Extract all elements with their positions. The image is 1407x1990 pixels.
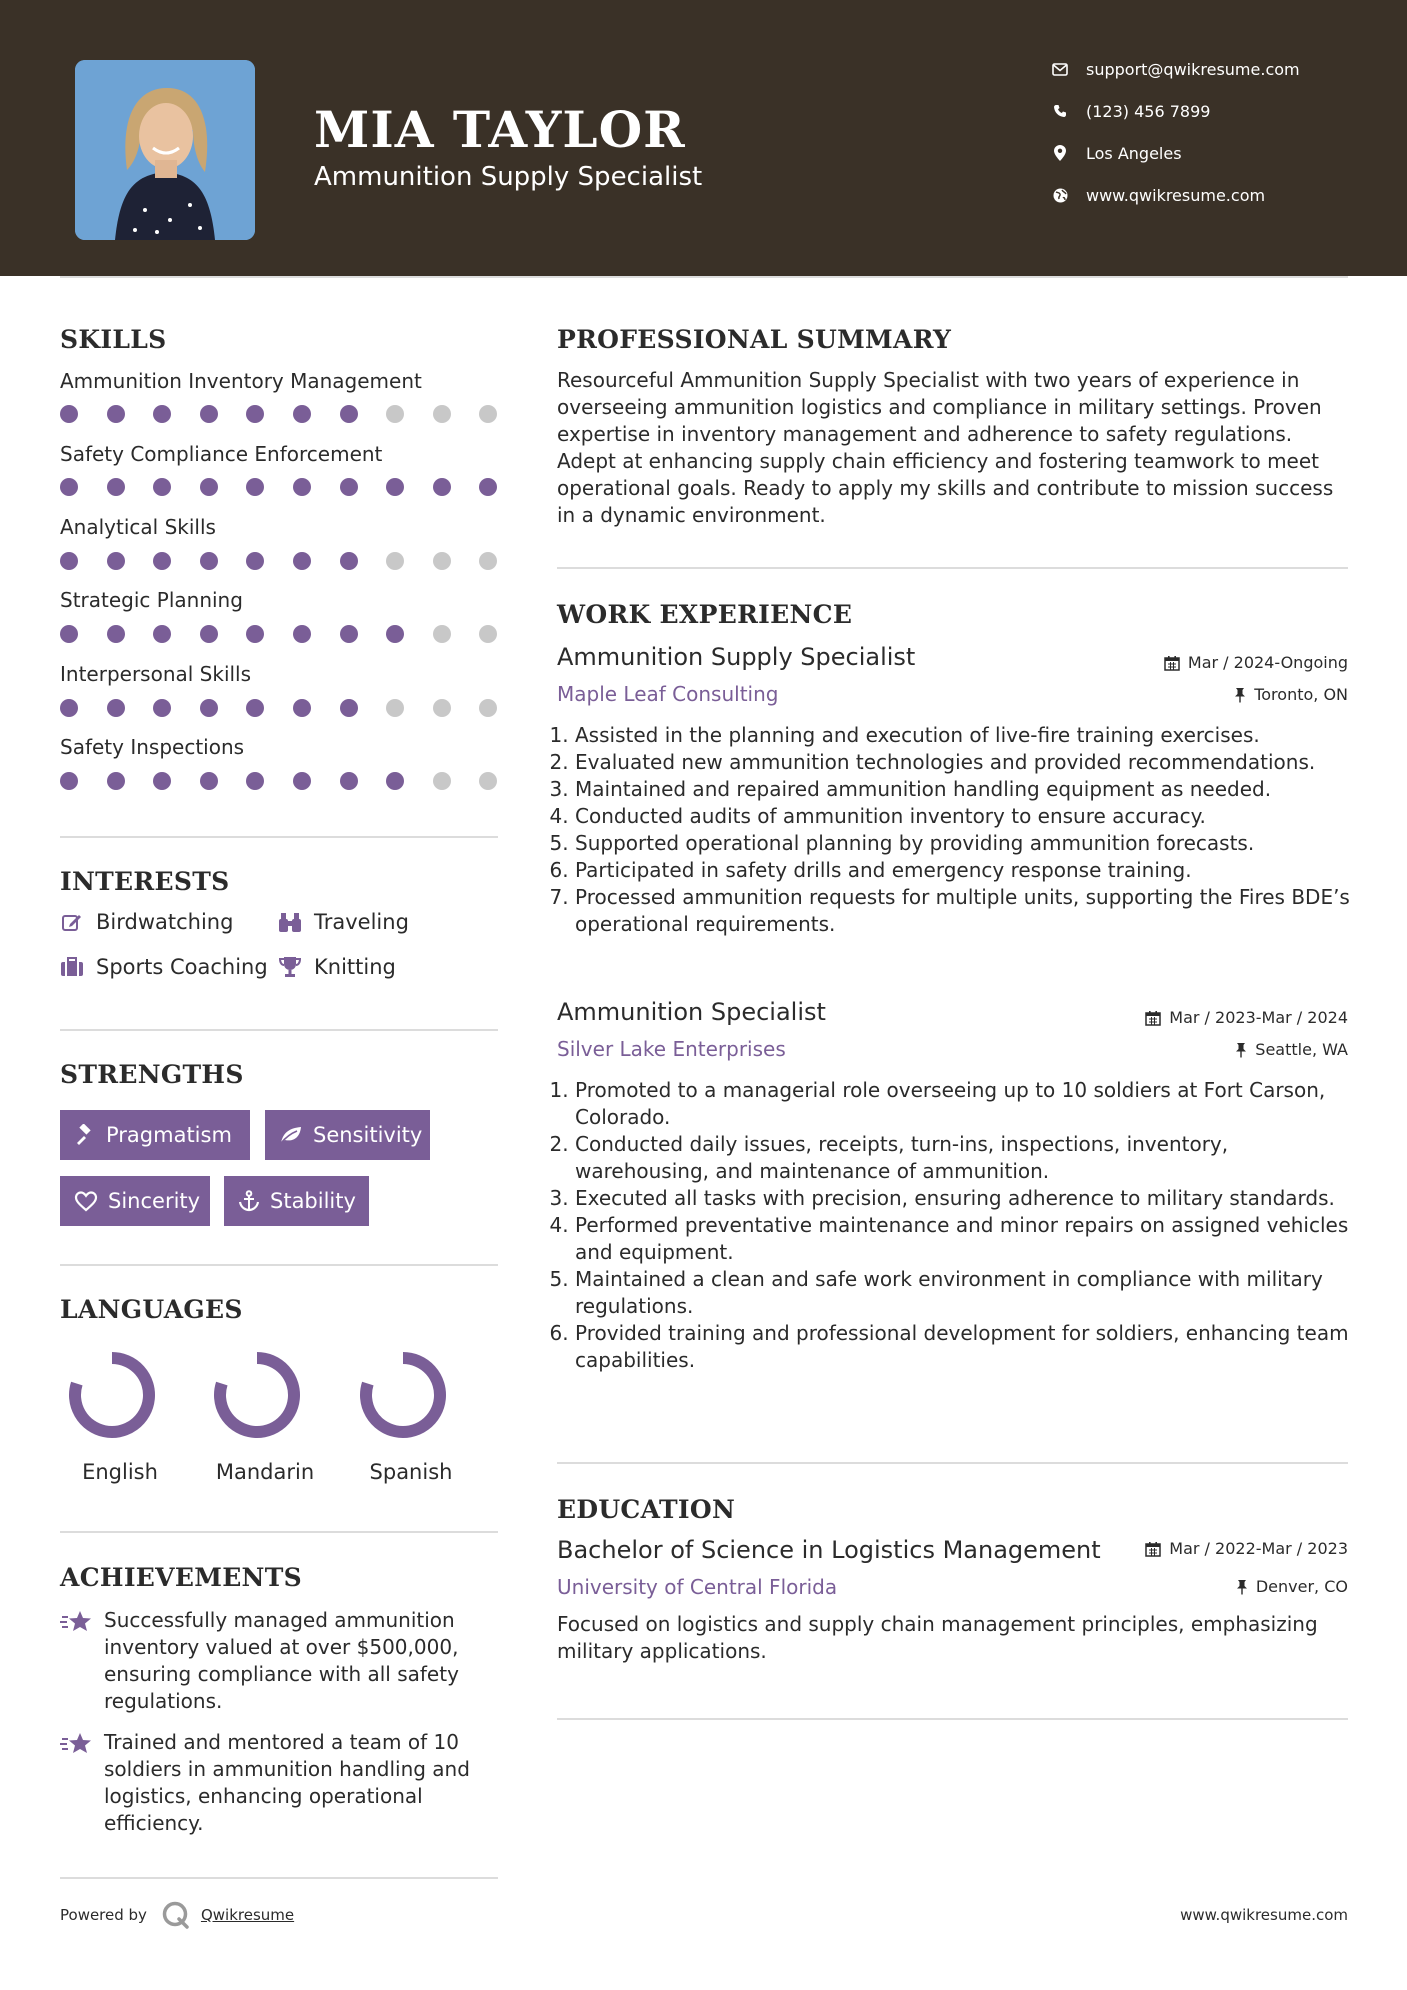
binoculars-icon: [278, 910, 302, 934]
contact-phone[interactable]: [1050, 97, 1210, 125]
job-date-text: Mar / 2023-Mar / 2024: [1169, 1008, 1348, 1027]
language-label: Mandarin: [215, 1460, 315, 1484]
skill-dot-filled: [340, 625, 358, 643]
languages-heading: LANGUAGES: [60, 1295, 243, 1324]
company-name: Silver Lake Enterprises: [557, 1037, 786, 1061]
phone-icon: [1050, 104, 1070, 118]
language-progress-ring: [212, 1350, 302, 1440]
contact-website[interactable]: [1050, 181, 1265, 209]
skill-rating: [60, 405, 500, 423]
interests-heading: INTERESTS: [60, 867, 230, 896]
skill-dot-filled: [107, 478, 125, 496]
skill-dot-filled: [153, 405, 171, 423]
skill-dot-empty: [433, 405, 451, 423]
skill-dot-filled: [246, 625, 264, 643]
job-bullet: 4. Performed preventative maintenance and minor repairs on assigned vehicles and equipment.: [575, 1212, 1365, 1266]
job-date: [1145, 1008, 1348, 1027]
education-heading: EDUCATION: [557, 1495, 736, 1524]
interest-item: [60, 910, 233, 934]
skill-dot-empty: [479, 625, 497, 643]
education-date-text: Mar / 2022-Mar / 2023: [1169, 1539, 1348, 1558]
skill-dot-filled: [107, 625, 125, 643]
job-title: Ammunition Supply Specialist: [557, 643, 916, 671]
contact-location: [1050, 139, 1182, 167]
skill-dot-filled: [340, 699, 358, 717]
strength-tag: [224, 1176, 369, 1226]
skill-name: Strategic Planning: [60, 588, 243, 612]
suitcase-icon: [60, 955, 84, 979]
section-divider: [60, 1877, 498, 1879]
job-bullet: 4. Conducted audits of ammunition inventory to ensure accuracy.: [575, 803, 1365, 830]
calendar-icon: [1164, 655, 1180, 671]
qwikresume-logo-icon: [161, 1900, 191, 1930]
section-divider: [60, 1264, 498, 1266]
skill-dot-filled: [293, 405, 311, 423]
experience-heading: WORK EXPERIENCE: [557, 600, 853, 629]
skill-dot-filled: [246, 552, 264, 570]
skill-dot-empty: [433, 552, 451, 570]
contact-website-text: www.qwikresume.com: [1086, 185, 1266, 205]
skill-name: Interpersonal Skills: [60, 662, 252, 686]
gavel-icon: [74, 1124, 96, 1146]
job-bullet: 1. Promoted to a managerial role overseeing up to 10 soldiers at Fort Carson, Colorado.: [575, 1077, 1365, 1131]
summary-text: Resourceful Ammunition Supply Specialist with two years of experience in overseeing ammunition logistics and compliance in military settings. Proven expertise in inventory management and adherence to safety regulations. Adept at enhancing supply chain efficiency and fostering teamwork to meet operational goals. Ready to apply my skills and contribute to mission success in a dynamic environment.: [557, 368, 1334, 527]
globe-icon: [1050, 188, 1070, 203]
brand-link[interactable]: Qwikresume: [200, 1906, 295, 1924]
skill-rating: [60, 625, 500, 643]
strength-label: Sincerity: [108, 1189, 201, 1213]
skill-rating: [60, 699, 500, 717]
contact-phone-text: (123) 456 7899: [1086, 101, 1211, 121]
achievement-item: [60, 1607, 500, 1715]
skill-dot-filled: [293, 478, 311, 496]
skill-dot-empty: [433, 625, 451, 643]
skill-name: Analytical Skills: [60, 515, 216, 539]
job-bullets: [557, 722, 1365, 938]
section-divider: [60, 836, 498, 838]
candidate-title: Ammunition Supply Specialist: [314, 162, 703, 192]
skill-dot-filled: [340, 478, 358, 496]
achievement-text: Trained and mentored a team of 10 soldiers in ammunition handling and logistics, enhancing operational efficiency.: [104, 1730, 470, 1835]
skill-name: Safety Compliance Enforcement: [60, 442, 383, 466]
header-divider: [60, 276, 1348, 278]
trophy-icon: [278, 955, 302, 979]
strength-tag: [60, 1110, 250, 1160]
interest-label: Knitting: [314, 955, 396, 979]
section-divider: [557, 567, 1348, 569]
skill-rating: [60, 478, 500, 496]
skill-dot-empty: [479, 405, 497, 423]
section-divider: [557, 1718, 1348, 1720]
envelope-icon: [1050, 63, 1070, 76]
skill-dot-filled: [60, 772, 78, 790]
education-location-text: Denver, CO: [1255, 1577, 1348, 1596]
skill-dot-filled: [60, 405, 78, 423]
header: [0, 0, 1407, 276]
skill-dot-filled: [153, 772, 171, 790]
skill-dot-filled: [200, 772, 218, 790]
skill-dot-empty: [433, 772, 451, 790]
anchor-icon: [238, 1190, 260, 1212]
map-pin-icon: [1050, 145, 1070, 161]
language-level-arc: [220, 1358, 294, 1432]
skill-dot-filled: [200, 625, 218, 643]
skill-name: Ammunition Inventory Management: [60, 369, 422, 393]
skill-dot-filled: [107, 699, 125, 717]
skill-dot-filled: [153, 625, 171, 643]
skill-dot-filled: [60, 552, 78, 570]
language-level-arc: [366, 1358, 440, 1432]
skill-dot-filled: [107, 405, 125, 423]
language-progress-ring: [358, 1350, 448, 1440]
skill-dot-empty: [386, 699, 404, 717]
achievement-item: [60, 1729, 500, 1837]
skill-name: Safety Inspections: [60, 735, 245, 759]
skill-dot-empty: [479, 772, 497, 790]
skill-dot-filled: [386, 478, 404, 496]
job-location: [1235, 1040, 1348, 1059]
skill-dot-filled: [293, 552, 311, 570]
job-location-text: Seattle, WA: [1255, 1040, 1348, 1059]
school-name: University of Central Florida: [557, 1575, 838, 1599]
pin-icon: [1236, 1579, 1248, 1595]
skill-dot-filled: [153, 552, 171, 570]
education-description: Focused on logistics and supply chain management principles, emphasizing military applications.: [557, 1612, 1318, 1663]
skill-dot-filled: [246, 405, 264, 423]
skill-dot-filled: [200, 699, 218, 717]
skill-dot-filled: [340, 552, 358, 570]
job-bullet: 6. Participated in safety drills and emergency response training.: [575, 857, 1365, 884]
strength-label: Sensitivity: [313, 1123, 423, 1147]
skill-dot-filled: [246, 699, 264, 717]
skill-dot-filled: [479, 478, 497, 496]
edit-icon: [60, 910, 84, 934]
footer-website[interactable]: www.qwikresume.com: [1180, 1906, 1348, 1924]
skill-dot-filled: [293, 699, 311, 717]
strength-label: Stability: [270, 1189, 356, 1213]
interest-item: [60, 955, 268, 979]
calendar-icon: [1145, 1541, 1161, 1557]
skill-dot-filled: [153, 699, 171, 717]
achievements-heading: ACHIEVEMENTS: [60, 1563, 302, 1592]
calendar-icon: [1145, 1010, 1161, 1026]
job-bullet: 7. Processed ammunition requests for multiple units, supporting the Fires BDE’s operational requirements.: [575, 884, 1365, 938]
interest-label: Birdwatching: [96, 910, 234, 934]
skill-dot-filled: [246, 478, 264, 496]
candidate-name: MIA TAYLOR: [314, 100, 686, 159]
skill-dot-filled: [293, 625, 311, 643]
company-name: Maple Leaf Consulting: [557, 682, 779, 706]
interest-item: [278, 955, 396, 979]
skill-dot-empty: [386, 405, 404, 423]
skill-dot-filled: [340, 772, 358, 790]
powered-by-text: Powered by: [60, 1906, 147, 1924]
skill-dot-filled: [386, 625, 404, 643]
job-bullet: 3. Executed all tasks with precision, ensuring adherence to military standards.: [575, 1185, 1365, 1212]
skill-dot-filled: [433, 478, 451, 496]
leaf-icon: [279, 1125, 303, 1145]
summary-heading: PROFESSIONAL SUMMARY: [557, 325, 952, 354]
contact-email[interactable]: [1050, 55, 1300, 83]
strengths-heading: STRENGTHS: [60, 1060, 244, 1089]
job-date-text: Mar / 2024-Ongoing: [1187, 653, 1348, 672]
interest-label: Sports Coaching: [96, 955, 268, 979]
job-location: [1234, 685, 1348, 704]
skill-rating: [60, 552, 500, 570]
skill-dot-filled: [153, 478, 171, 496]
language-progress-ring: [67, 1350, 157, 1440]
skill-dot-filled: [60, 478, 78, 496]
skill-dot-filled: [60, 699, 78, 717]
interest-label: Traveling: [314, 910, 409, 934]
skills-heading: SKILLS: [60, 325, 167, 354]
language-level-arc: [75, 1358, 149, 1432]
skill-dot-empty: [433, 699, 451, 717]
skill-dot-filled: [386, 772, 404, 790]
skill-dot-filled: [60, 625, 78, 643]
job-location-text: Toronto, ON: [1254, 685, 1348, 704]
strength-label: Pragmatism: [106, 1123, 232, 1147]
language-label: English: [82, 1460, 158, 1484]
skill-dot-filled: [200, 552, 218, 570]
skill-dot-filled: [293, 772, 311, 790]
section-divider: [557, 1462, 1348, 1464]
job-bullet: 5. Maintained a clean and safe work environment in compliance with military regulations.: [575, 1266, 1365, 1320]
pin-icon: [1234, 687, 1246, 703]
skill-dot-filled: [340, 405, 358, 423]
job-bullet: 6. Provided training and professional development for soldiers, enhancing team capabilities.: [575, 1320, 1365, 1374]
star-icon: [60, 1607, 104, 1715]
skill-dot-empty: [479, 699, 497, 717]
job-bullet: 1. Assisted in the planning and execution of live-fire training exercises.: [575, 722, 1365, 749]
section-divider: [60, 1531, 498, 1533]
education-date: [1145, 1539, 1348, 1558]
job-title: Ammunition Specialist: [557, 998, 826, 1026]
skill-dot-empty: [386, 552, 404, 570]
education-location: [1236, 1577, 1348, 1596]
profile-photo: [75, 60, 255, 240]
contact-location-text: Los Angeles: [1086, 143, 1182, 163]
strength-tag: [265, 1110, 430, 1160]
job-bullet: 3. Maintained and repaired ammunition handling equipment as needed.: [575, 776, 1365, 803]
skill-dot-empty: [479, 552, 497, 570]
skill-dot-filled: [107, 552, 125, 570]
pin-icon: [1235, 1042, 1247, 1058]
section-divider: [60, 1029, 498, 1031]
job-bullets: [557, 1077, 1365, 1374]
strength-tag: [60, 1176, 210, 1226]
job-bullet: 5. Supported operational planning by providing ammunition forecasts.: [575, 830, 1365, 857]
interest-item: [278, 910, 409, 934]
skill-rating: [60, 772, 500, 790]
degree-title: Bachelor of Science in Logistics Management: [557, 1536, 1101, 1564]
language-label: Spanish: [369, 1460, 453, 1484]
skill-dot-filled: [107, 772, 125, 790]
footer-powered-by: [60, 1900, 294, 1930]
skill-dot-filled: [200, 405, 218, 423]
star-icon: [60, 1729, 104, 1837]
skill-dot-filled: [200, 478, 218, 496]
job-date: [1164, 653, 1348, 672]
skill-dot-filled: [246, 772, 264, 790]
achievement-text: Successfully managed ammunition inventory valued at over $500,000, ensuring compliance with all safety regulations.: [104, 1608, 459, 1713]
job-bullet: 2. Conducted daily issues, receipts, turn-ins, inspections, inventory, warehousing, and maintenance of ammunition.: [575, 1131, 1365, 1185]
contact-email-text: support@qwikresume.com: [1086, 59, 1300, 79]
heart-icon: [74, 1191, 98, 1212]
job-bullet: 2. Evaluated new ammunition technologies and provided recommendations.: [575, 749, 1365, 776]
